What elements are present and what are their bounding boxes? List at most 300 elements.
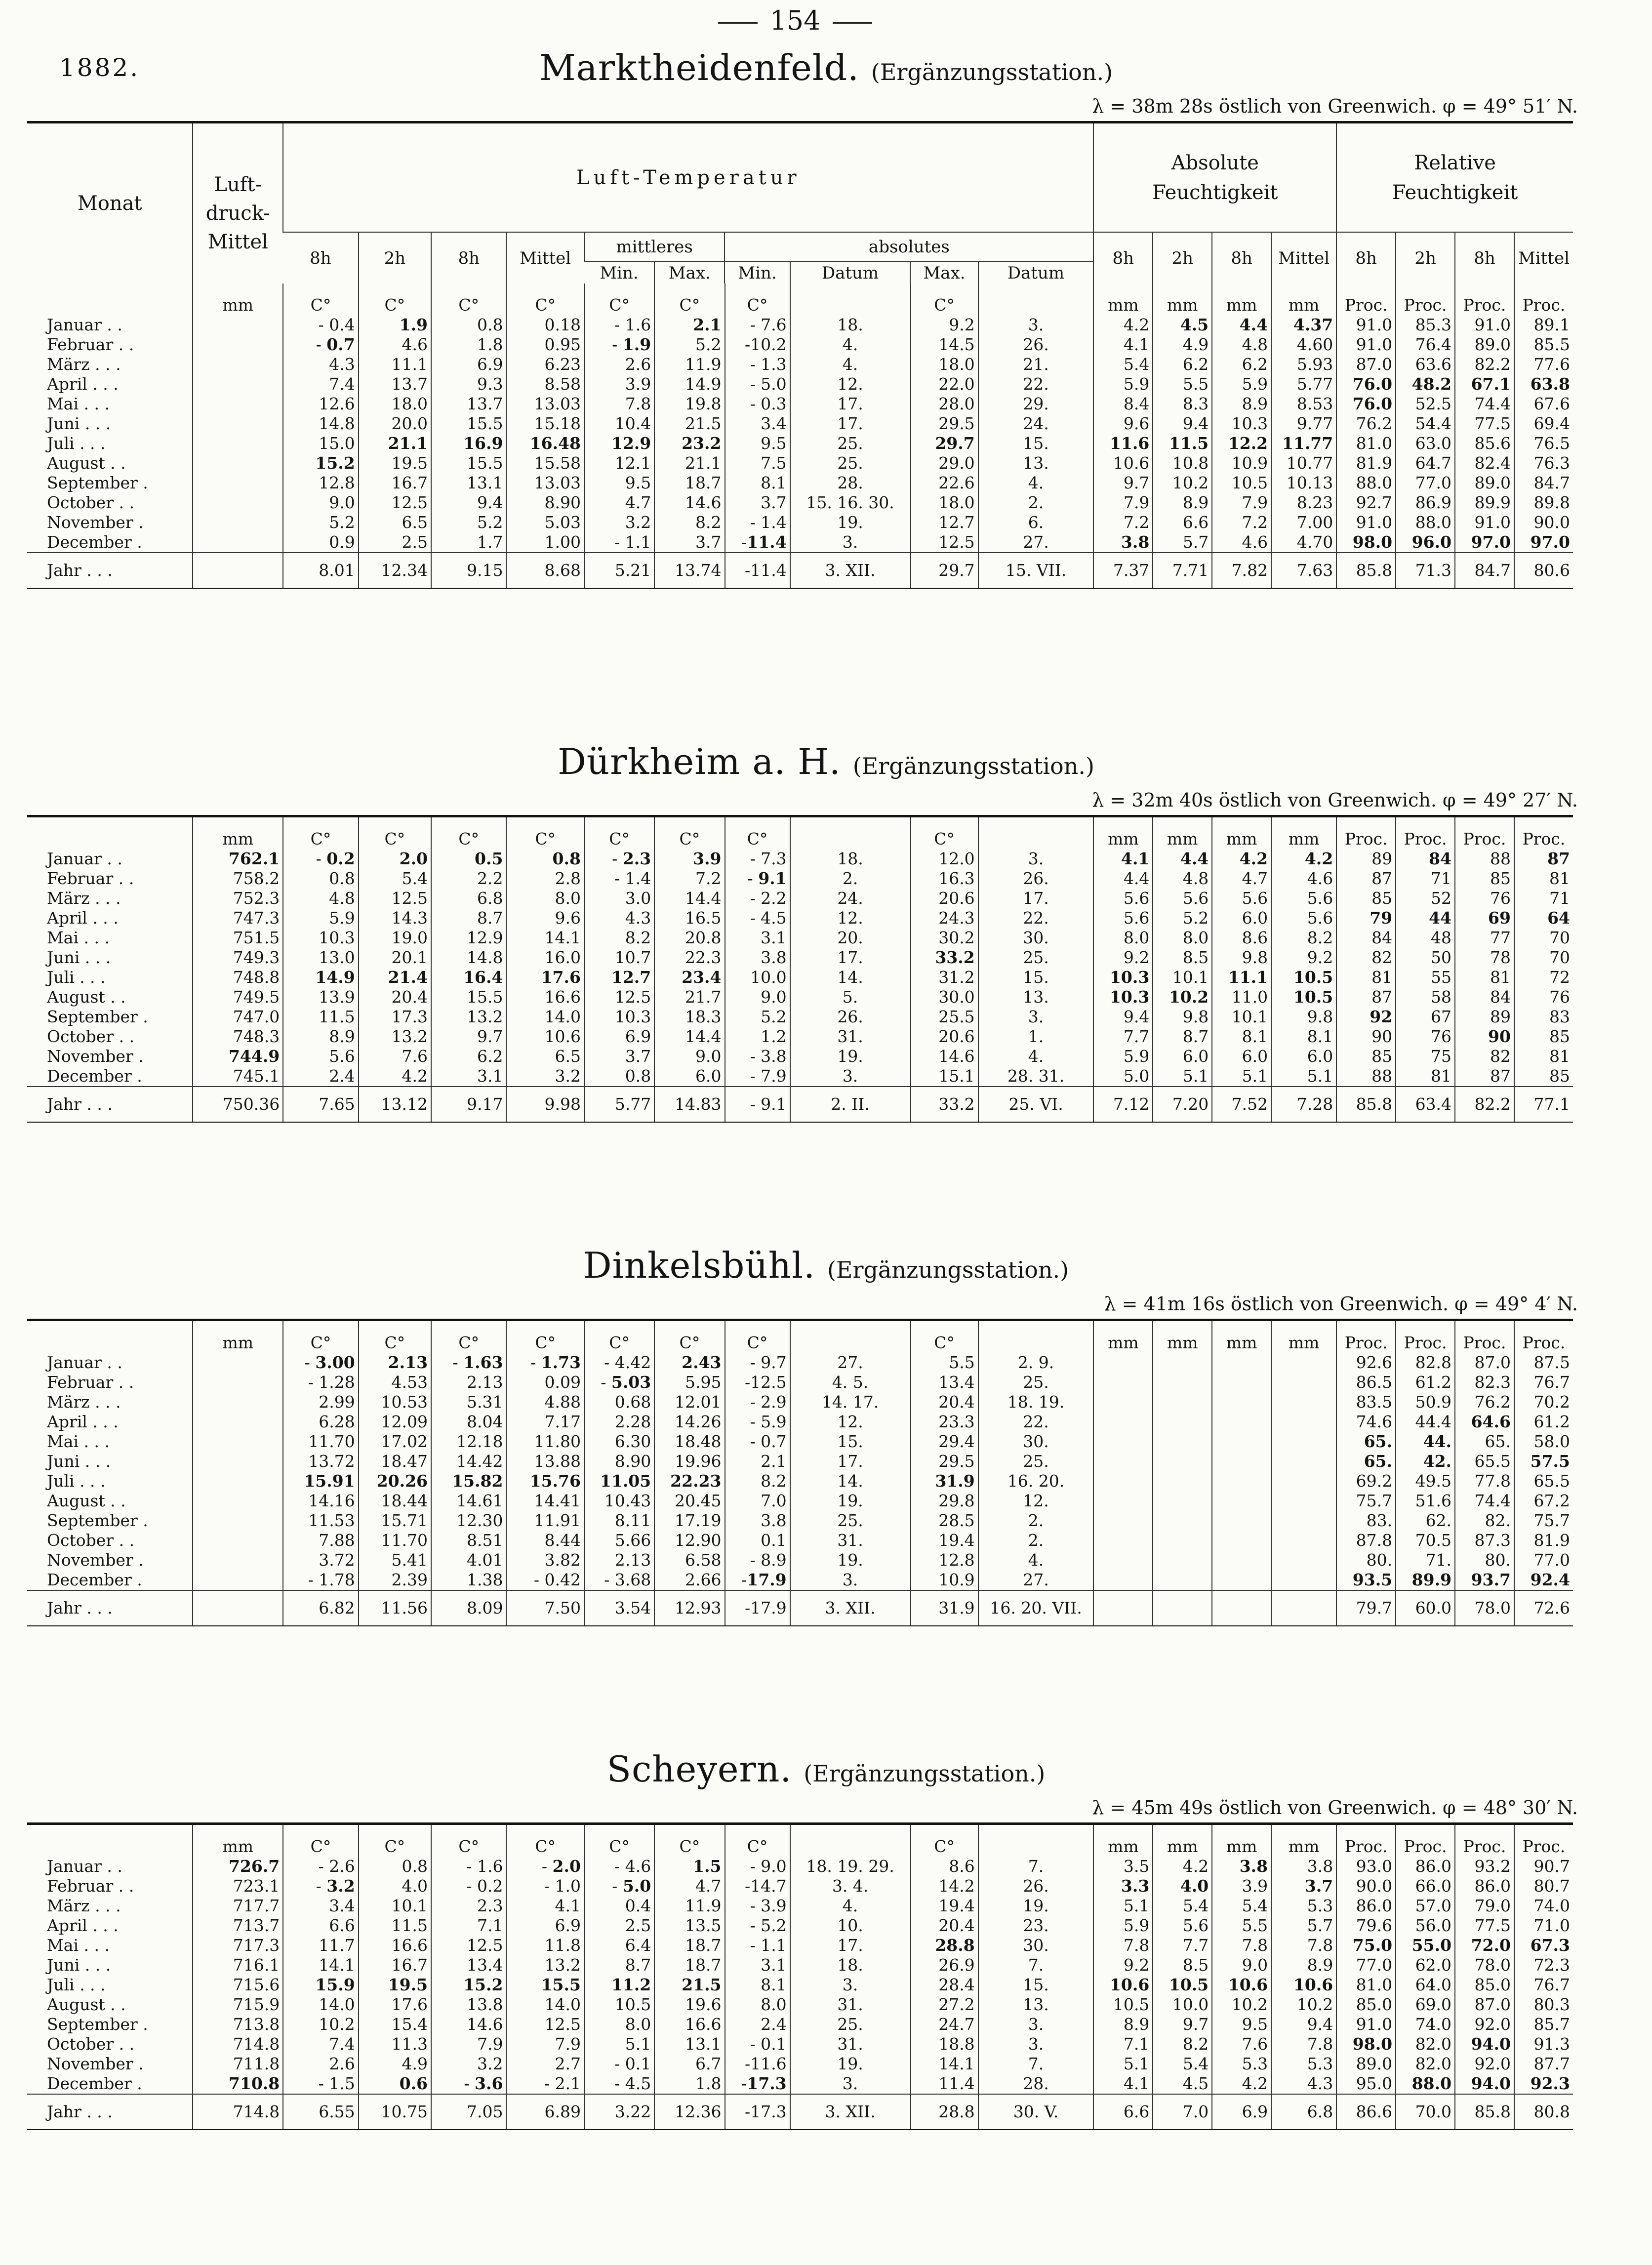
table-cell: 6.0 [1271,1047,1336,1066]
table-cell: Januar . . [47,849,122,868]
table-cell [193,1511,283,1531]
table-cell: 18.0 [911,355,978,374]
table-cell: - 5.0 [725,374,790,394]
table-cell: 2.3 [431,1896,506,1916]
table-cell: 12.8 [283,473,358,493]
table-cell: 16.3 [911,869,978,889]
table-cell: Februar . . [47,869,134,888]
table-cell: 713.8 [193,2015,283,2034]
table-cell: 9.4 [431,493,506,513]
table-cell: 3.4 [725,414,790,434]
table-cell: - 0.4 [283,315,358,335]
table-cell: 11.70 [359,1531,431,1550]
table-cell: 91.0 [1336,335,1396,355]
table-cell: 30. [978,1432,1094,1452]
table-cell: 91.0 [1455,513,1514,532]
table-cell: 4.3 [584,908,654,928]
table-cell: 93.0 [1336,1857,1396,1876]
table-cell: 17.3 [359,1007,431,1027]
table-cell: 1.8 [431,335,506,355]
year-cell: -17.3 [725,2094,790,2129]
table-cell: - 7.9 [725,1066,790,1087]
table-cell: 81 [1396,1066,1455,1087]
table-cell: 92 [1336,1007,1396,1027]
table-cell: 67 [1396,1007,1455,1027]
table-cell: 5. [790,987,911,1007]
table-cell [1212,1471,1271,1491]
table-cell: 5.4 [1153,1896,1212,1916]
station-title [0,1245,1652,1286]
table-cell: October . . [47,1027,135,1046]
year-cell: 9.98 [506,1087,584,1122]
table-cell: 82. [1455,1511,1514,1531]
table-row [27,1896,1573,1916]
year-cell: 3.22 [584,2094,654,2129]
table-cell: 76.3 [1514,453,1573,473]
table-cell: - 5.9 [725,1412,790,1432]
table-cell: 88.0 [1336,473,1396,493]
table-cell: 3. [790,1066,911,1087]
table-cell: 30.2 [911,928,978,948]
year-cell: 7.20 [1153,1087,1212,1122]
table-cell: 3.8 [1093,532,1153,553]
unit-cell: mm [1093,1321,1153,1353]
table-cell: 0.9 [283,532,358,553]
table-cell: 0.5 [431,849,506,869]
table-cell: 25. [790,453,911,473]
table-cell: 6.58 [654,1550,725,1570]
table-row [27,1570,1573,1590]
table-cell: 8.9 [1212,394,1271,414]
table-cell: 8.2 [1153,2034,1212,2054]
table-cell [1271,1511,1336,1531]
table-cell: 14. [790,968,911,987]
table-cell: - 4.6 [584,1857,654,1876]
table-cell: 5.93 [1271,355,1336,374]
table-cell: 7.17 [506,1412,584,1432]
table-cell: 8.4 [1093,394,1153,414]
header-abs-h8b: 8h [1212,232,1271,283]
table-cell: 12. [790,1412,911,1432]
unit-cell: C° [431,817,506,849]
table-cell: 7.8 [1271,2034,1336,2054]
table-cell [193,1432,283,1452]
table-cell: 6.4 [584,1936,654,1955]
table-cell: 85.0 [1455,1975,1514,1995]
table-cell: 13.03 [506,394,584,414]
table-cell: 9.0 [1212,1955,1271,1975]
table-cell: 10.77 [1271,453,1336,473]
table-cell: 29.7 [911,434,978,453]
table-cell: 18. [790,849,911,869]
table-cell: 7.8 [1212,1936,1271,1955]
table-cell: 2. [978,1531,1094,1550]
year-cell: 7.0 [1153,2094,1212,2129]
units-row [27,1825,1573,1857]
table-cell: 80. [1336,1550,1396,1570]
table-cell: 5.95 [654,1373,725,1392]
table-cell: 65. [1336,1452,1396,1471]
table-cell: 0.68 [584,1392,654,1412]
header-sub-max-4: Max. [910,262,978,283]
table-cell: Juni . . . [47,1452,111,1471]
table-cell: 82.8 [1396,1353,1455,1373]
table-cell: 90.0 [1336,1876,1396,1896]
table-cell: 4.4 [1093,869,1153,889]
station-title [0,741,1652,782]
table-cell: 78.0 [1455,1955,1514,1975]
table-cell: 715.9 [193,1995,283,2015]
table-cell: 6.30 [584,1432,654,1452]
table-row [27,1047,1573,1066]
table-cell: - 0.2 [431,1876,506,1896]
table-cell: 50 [1396,948,1455,968]
table-cell: 91.0 [1336,315,1396,335]
table-cell: 15.82 [431,1471,506,1491]
table-cell: 5.2 [725,1007,790,1027]
year-cell: 6.6 [1093,2094,1153,2129]
table-cell: 16.7 [359,1955,431,1975]
table-cell: 0.1 [725,1531,790,1550]
unit-cell: mm [1212,283,1271,315]
table-cell: 80. [1455,1550,1514,1570]
units-row [27,283,1573,315]
table-cell: 2.1 [654,315,725,335]
table-cell [1093,1412,1153,1432]
table-row [27,374,1573,394]
table-row [27,1876,1573,1896]
table-cell: 9.0 [725,987,790,1007]
table-cell: 14.0 [506,1007,584,1027]
table-cell: 17. [978,889,1094,908]
table-cell: 3.1 [431,1066,506,1087]
unit-cell: Proc. [1514,817,1573,849]
table-cell: 3.7 [1271,1876,1336,1896]
table-cell: 747.3 [193,908,283,928]
table-cell: 18.47 [359,1452,431,1471]
table-cell: 19.6 [654,1995,725,2015]
table-cell: 69.0 [1396,1995,1455,2015]
table-cell: 6.9 [431,355,506,374]
header-sub-datum-5: Datum [978,262,1094,283]
table-cell: 22.6 [911,473,978,493]
table-cell: 21.5 [654,1975,725,1995]
table-cell: 5.1 [1153,1066,1212,1087]
table-cell: 6.23 [506,355,584,374]
table-cell: 10.43 [584,1491,654,1511]
table-cell: 25. [790,2015,911,2034]
table-cell: 55.0 [1396,1936,1455,1955]
unit-cell: mm [1271,1825,1336,1857]
table-cell: 7. [978,1955,1094,1975]
table-cell: 20.6 [911,889,978,908]
station-name: Scheyern. [606,1748,792,1790]
year-cell: 7.52 [1212,1087,1271,1122]
year-cell: 3. XII. [790,2094,911,2129]
table-cell: 57.5 [1514,1452,1573,1471]
unit-cell: mm [1153,283,1212,315]
year-cell: 6.8 [1271,2094,1336,2129]
year-cell: 11.56 [359,1590,431,1625]
table-cell: 12.5 [584,987,654,1007]
station-coordinates: λ = 45m 49s östlich von Greenwich. φ = 48° 30′ N. [1092,1797,1578,1819]
unit-cell: mm [1212,1321,1271,1353]
table-cell: 97.0 [1455,532,1514,553]
table-cell: 2. [978,493,1094,513]
station-type: (Ergänzungsstation.) [852,753,1094,779]
unit-cell: mm [1153,1825,1212,1857]
table-cell: 7.9 [431,2034,506,2054]
year-cell [1271,1590,1336,1625]
table-cell: 7.8 [584,394,654,414]
table-cell: 8.5 [1153,1955,1212,1975]
table-cell: - 1.6 [584,315,654,335]
table-cell: 5.6 [1271,908,1336,928]
table-cell: 751.5 [193,928,283,948]
table-cell: 74.6 [1336,1412,1396,1432]
table-cell: 16.9 [431,434,506,453]
table-row [27,1975,1573,1995]
table-cell: 4. [790,335,911,355]
table-cell: 4.4 [1153,849,1212,869]
year-cell: 3.54 [584,1590,654,1625]
table-cell: 57.0 [1396,1896,1455,1916]
table-cell: 83.5 [1336,1392,1396,1412]
unit-cell: C° [283,283,358,315]
table-cell: 10.5 [584,1995,654,2015]
table-cell: - 1.9 [584,335,654,355]
table-cell: 85 [1514,1066,1573,1087]
table-cell: 16.6 [506,987,584,1007]
unit-cell: C° [431,283,506,315]
table-cell: 52.5 [1396,394,1455,414]
table-cell: 10.1 [1153,968,1212,987]
table-cell: 8.9 [1093,2015,1153,2034]
table-cell: 10.6 [1212,1975,1271,1995]
table-cell: 10.5 [1093,1995,1153,2015]
table-cell: 14. 17. [790,1392,911,1412]
table-cell: 4.1 [1093,335,1153,355]
table-cell: 5.77 [1271,374,1336,394]
table-cell: 25. [978,948,1094,968]
table-cell: 19. [790,2054,911,2074]
table-cell: 2.99 [283,1392,358,1412]
table-cell: 14.1 [283,1955,358,1975]
table-cell: 5.4 [1093,355,1153,374]
table-row [27,2054,1573,2074]
table-cell: 18.8 [911,2034,978,2054]
year-cell: 6.9 [1212,2094,1271,2129]
table-cell: 82 [1336,948,1396,968]
table-cell: 10.3 [283,928,358,948]
table-cell: 11.8 [506,1936,584,1955]
table-cell: - 3.6 [431,2074,506,2094]
table-cell: 6.6 [283,1916,358,1936]
table-cell: 87.0 [1336,355,1396,374]
table-cell [1271,1432,1336,1452]
year-cell: 12.36 [654,2094,725,2129]
table-cell: 7.6 [359,1047,431,1066]
table-cell: - 1.28 [283,1373,358,1392]
table-cell: 22. [978,908,1094,928]
table-cell: 76 [1396,1027,1455,1047]
unit-cell: C° [725,283,790,315]
table-cell: 76.4 [1396,335,1455,355]
table-cell: - 2.3 [584,849,654,869]
table-cell: 79 [1336,908,1396,928]
unit-cell: mm [1153,817,1212,849]
table-row [27,1452,1573,1471]
unit-cell [978,1321,1094,1353]
table-cell: 15.5 [431,414,506,434]
station-name: Dinkelsbühl. [583,1245,815,1286]
table-cell: 8.6 [1212,928,1271,948]
table-cell: 10.3 [1093,987,1153,1007]
table-cell: 18. 19. 29. [790,1857,911,1876]
table-cell [1153,1373,1212,1392]
table-cell: August . . [47,1491,126,1510]
table-cell: 64.6 [1455,1412,1514,1432]
table-cell: 11.2 [584,1975,654,1995]
unit-cell: Proc. [1455,817,1514,849]
table-cell: 18.0 [359,394,431,414]
table-cell: 8.0 [506,889,584,908]
table-cell: 74.4 [1455,394,1514,414]
header-mittleres: mittleres [584,232,725,262]
table-cell: 22. [978,1412,1094,1432]
table-cell: 7.6 [1212,2034,1271,2054]
table-cell: Juli . . . [47,1975,106,1994]
table-cell: 11.3 [359,2034,431,2054]
table-cell: 89.9 [1396,1570,1455,1590]
unit-cell: mm [1153,1321,1212,1353]
table-cell: Juli . . . [47,434,106,453]
table-cell: 4.60 [1271,335,1336,355]
table-cell: 1.00 [506,532,584,553]
table-cell: 20.26 [359,1471,431,1491]
table-cell: 69.4 [1514,414,1573,434]
table-cell: 81 [1455,968,1514,987]
unit-cell: C° [506,1321,584,1353]
year-row [27,553,1573,588]
table-cell: 15. [978,1975,1094,1995]
table-row [27,1491,1573,1511]
table-cell: 4.2 [1212,2074,1271,2094]
table-cell: 10.1 [359,1896,431,1916]
table-cell: 67.2 [1514,1491,1573,1511]
station-table [27,815,1573,1123]
table-cell: 5.5 [1153,374,1212,394]
table-cell: 25. [978,1373,1094,1392]
table-cell: 21.5 [654,414,725,434]
year-cell: 16. 20. VII. [978,1590,1094,1625]
header-sub-min-2: Min. [725,262,790,283]
table-row [27,1353,1573,1373]
unit-cell: mm [1212,817,1271,849]
station-coordinates: λ = 38m 28s östlich von Greenwich. φ = 49° 51′ N. [1092,95,1578,117]
table-cell: - 1.6 [431,1857,506,1876]
table-cell [1093,1353,1153,1373]
table-cell: 25. [978,1452,1094,1471]
table-cell: 86.0 [1336,1896,1396,1916]
table-cell: 93.7 [1455,1570,1514,1590]
table-cell: 8.6 [911,1857,978,1876]
table-cell: 0.18 [506,315,584,335]
table-cell: - 2.1 [506,2074,584,2094]
table-cell: 6.2 [1153,355,1212,374]
table-row [27,1995,1573,2015]
table-cell: 9.5 [725,434,790,453]
table-cell: 4.6 [1212,532,1271,553]
table-cell: 28. [790,473,911,493]
table-cell: 86.9 [1396,493,1455,513]
table-cell: 13.7 [359,374,431,394]
table-row [27,849,1573,869]
table-cell [1093,1392,1153,1412]
table-cell [1271,1550,1336,1570]
table-cell: 20.4 [359,987,431,1007]
table-cell: 4.4 [1212,315,1271,335]
table-cell: 8.11 [584,1511,654,1531]
year-cell: 8.01 [283,553,358,588]
table-cell: 5.1 [1093,2054,1153,2074]
table-cell: - 1.4 [725,513,790,532]
header-relative-feuchtigkeit: Relative Feuchtigkeit [1336,123,1573,232]
table-cell: 4.2 [1153,1857,1212,1876]
table-cell: 752.3 [193,889,283,908]
unit-cell: Proc. [1514,283,1573,315]
table-cell [1093,1432,1153,1452]
table-cell: 5.6 [1271,889,1336,908]
table-row [27,968,1573,987]
table-cell: 758.2 [193,869,283,889]
table-cell: 9.2 [1093,948,1153,968]
table-cell: 19. [790,1491,911,1511]
table-cell: - 8.9 [725,1550,790,1570]
table-cell: 85 [1336,889,1396,908]
table-cell: 9.7 [1093,473,1153,493]
year-cell: 7.65 [283,1087,358,1122]
table-cell: 2.43 [654,1353,725,1373]
table-cell: 9.7 [1153,2015,1212,2034]
unit-cell: C° [725,1321,790,1353]
station-table [27,1822,1573,2130]
table-cell: 15.0 [283,434,358,453]
unit-cell: Proc. [1455,1321,1514,1353]
table-cell [1212,1531,1271,1550]
table-cell: 81.0 [1336,1975,1396,1995]
table-cell: 81 [1514,869,1573,889]
table-cell: 14. [790,1471,911,1491]
table-cell [1153,1452,1212,1471]
unit-cell: mm [1093,283,1153,315]
table-cell: - 1.4 [584,869,654,889]
unit-cell: C° [654,1825,725,1857]
table-cell: 80.3 [1514,1995,1573,2015]
table-cell: 3.1 [725,928,790,948]
table-cell: - 5.0 [584,1876,654,1896]
unit-cell: C° [359,1321,431,1353]
year-cell: 7.82 [1212,553,1271,588]
table-cell: 13.4 [431,1955,506,1975]
header-luftdruck: Luft- druck- Mittel [193,123,283,283]
table-cell: 25. [790,1511,911,1531]
table-cell: 6.28 [283,1412,358,1432]
unit-cell: C° [911,1321,978,1353]
table-cell: 11.05 [584,1471,654,1491]
table-cell [1093,1373,1153,1392]
table-cell: August . . [47,453,126,473]
